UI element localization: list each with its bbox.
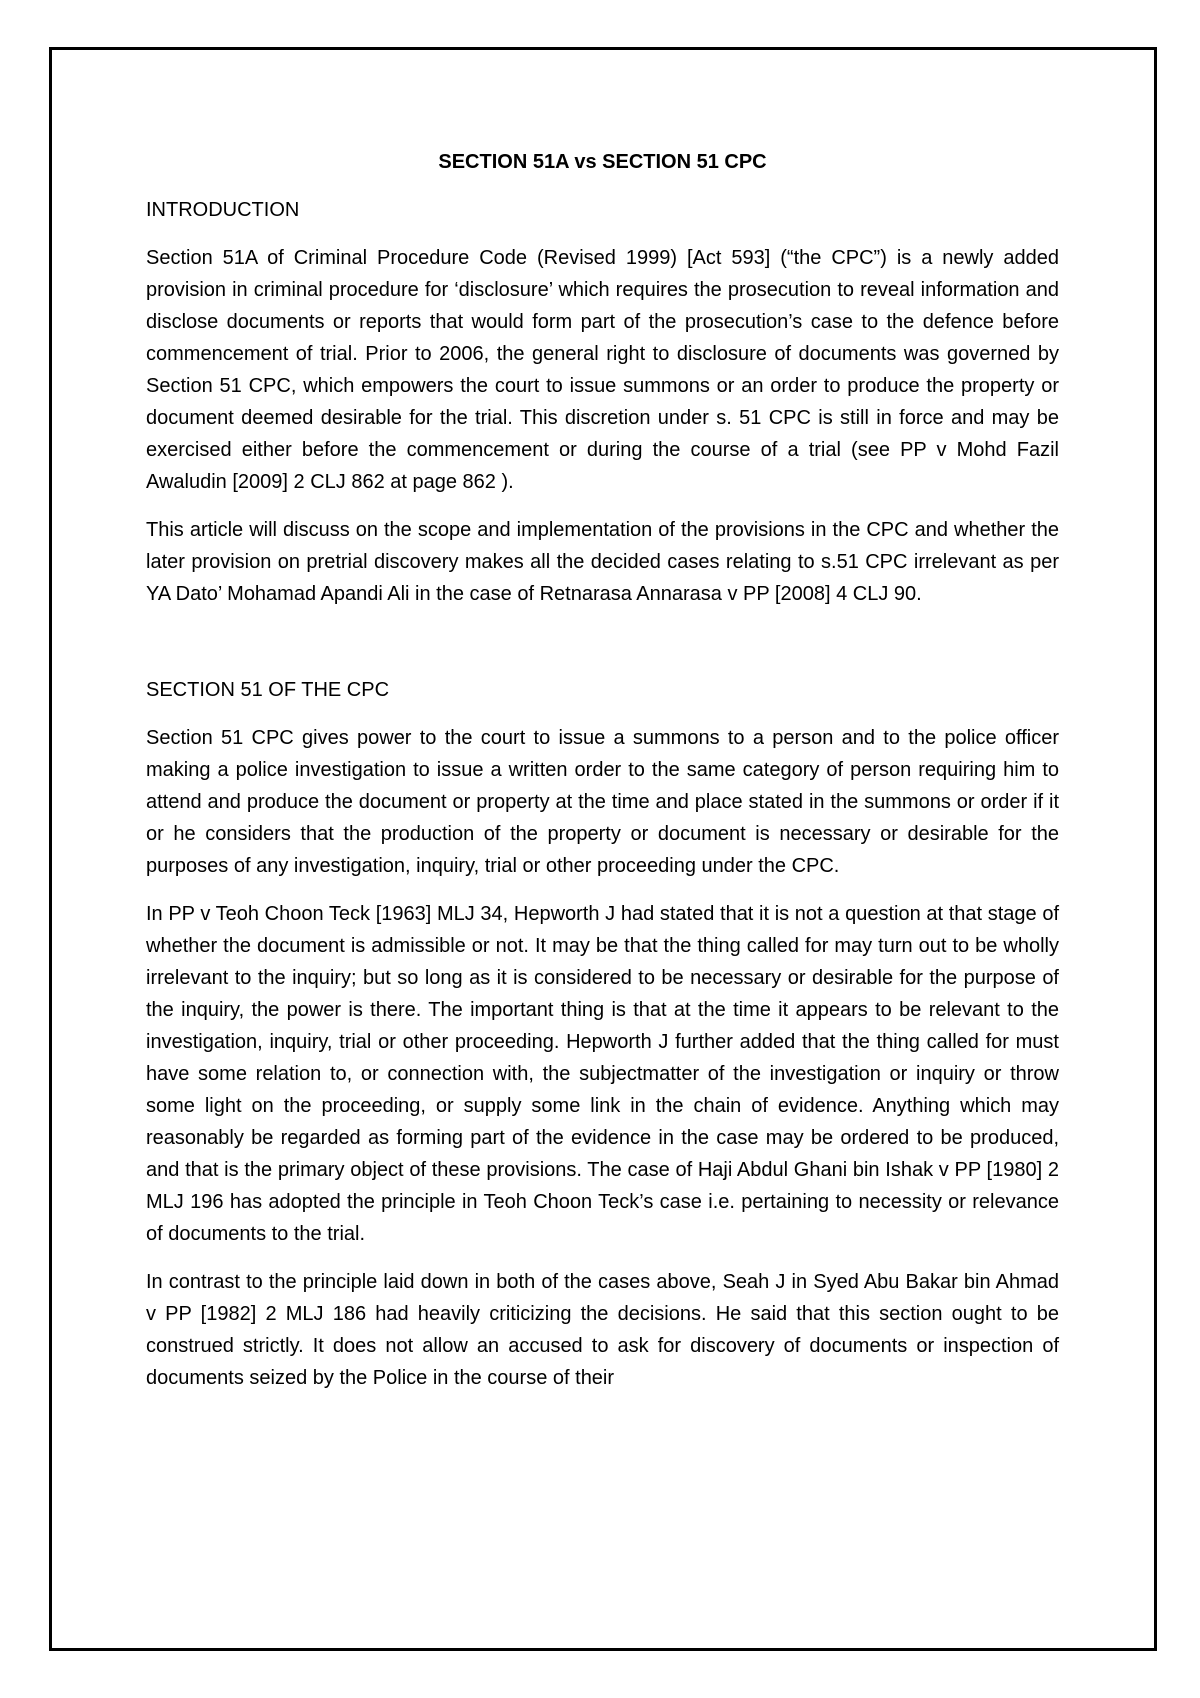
intro-paragraph-1: Section 51A of Criminal Procedure Code (Revised 1999) [Act 593] (“the CPC”) is a newly added provision in criminal procedure for ‘disclosure’ which requires the prosecution to reveal information and disclose documents or reports that would form part of the prosecution’s case to the defence before commencement of trial. Prior to 2006, the general right to disclosure of documents was governed by Section 51 CPC, which empowers the court to issue summons or an order to produce the property or document deemed desirable for the trial. This discretion under s. 51 CPC is still in force and may be exercised either before the commencement or during the course of a trial (see PP v Mohd Fazil Awaludin [2009] 2 CLJ 862 at page 862 ). [146, 247, 1059, 493]
section51-heading: SECTION 51 OF THE CPC [146, 679, 390, 701]
section51-paragraph-3: In contrast to the principle laid down in both of the cases above, Seah J in Syed Abu Bakar bin Ahmad v PP [1982] 2 MLJ 186 had heavily criticizing the decisions. He said that this section ought to be construed strictly. It does not allow an accused to ask for discovery of documents or inspection of documents seized by the Police in the course of their [146, 1271, 1059, 1389]
section51-paragraph-1: Section 51 CPC gives power to the court to issue a summons to a person and to the police officer making a police investigation to issue a written order to the same category of person requiring him to attend and produce the document or property at the time and place stated in the summons or order if it or he considers that the production of the property or document is necessary or desirable for the purposes of any investigation, inquiry, trial or other proceeding under the CPC. [146, 727, 1059, 877]
section51-paragraph-2: In PP v Teoh Choon Teck [1963] MLJ 34, Hepworth J had stated that it is not a question at that stage of whether the document is admissible or not. It may be that the thing called for may turn out to be wholly irrelevant to the inquiry; but so long as it is considered to be necessary or desirable for the purpose of the inquiry, the power is there. The important thing is that at the time it appears to be relevant to the investigation, inquiry, trial or other proceeding. Hepworth J further added that the thing called for must have some relation to, or connection with, the subjectmatter of the investigation or inquiry or throw some light on the proceeding, or supply some link in the chain of evidence. Anything which may reasonably be regarded as forming part of the evidence in the case may be ordered to be produced, and that is the primary object of these provisions. The case of Haji Abdul Ghani bin Ishak v PP [1980] 2 MLJ 196 has adopted the principle in Teoh Choon Teck’s case i.e. pertaining to necessity or relevance of documents to the trial. [146, 903, 1059, 1245]
section-spacer [146, 626, 1059, 674]
intro-paragraph-2: This article will discuss on the scope and implementation of the provisions in the CPC and whether the later provision on pretrial discovery makes all the decided cases relating to s.51 CPC irrelevant as per YA Dato’ Mohamad Apandi Ali in the case of Retnarasa Annarasa v PP [2008] 4 CLJ 90. [146, 519, 1059, 605]
document-title: SECTION 51A vs SECTION 51 CPC [438, 151, 767, 173]
document-body [146, 146, 1059, 1410]
intro-heading: INTRODUCTION [146, 199, 300, 221]
